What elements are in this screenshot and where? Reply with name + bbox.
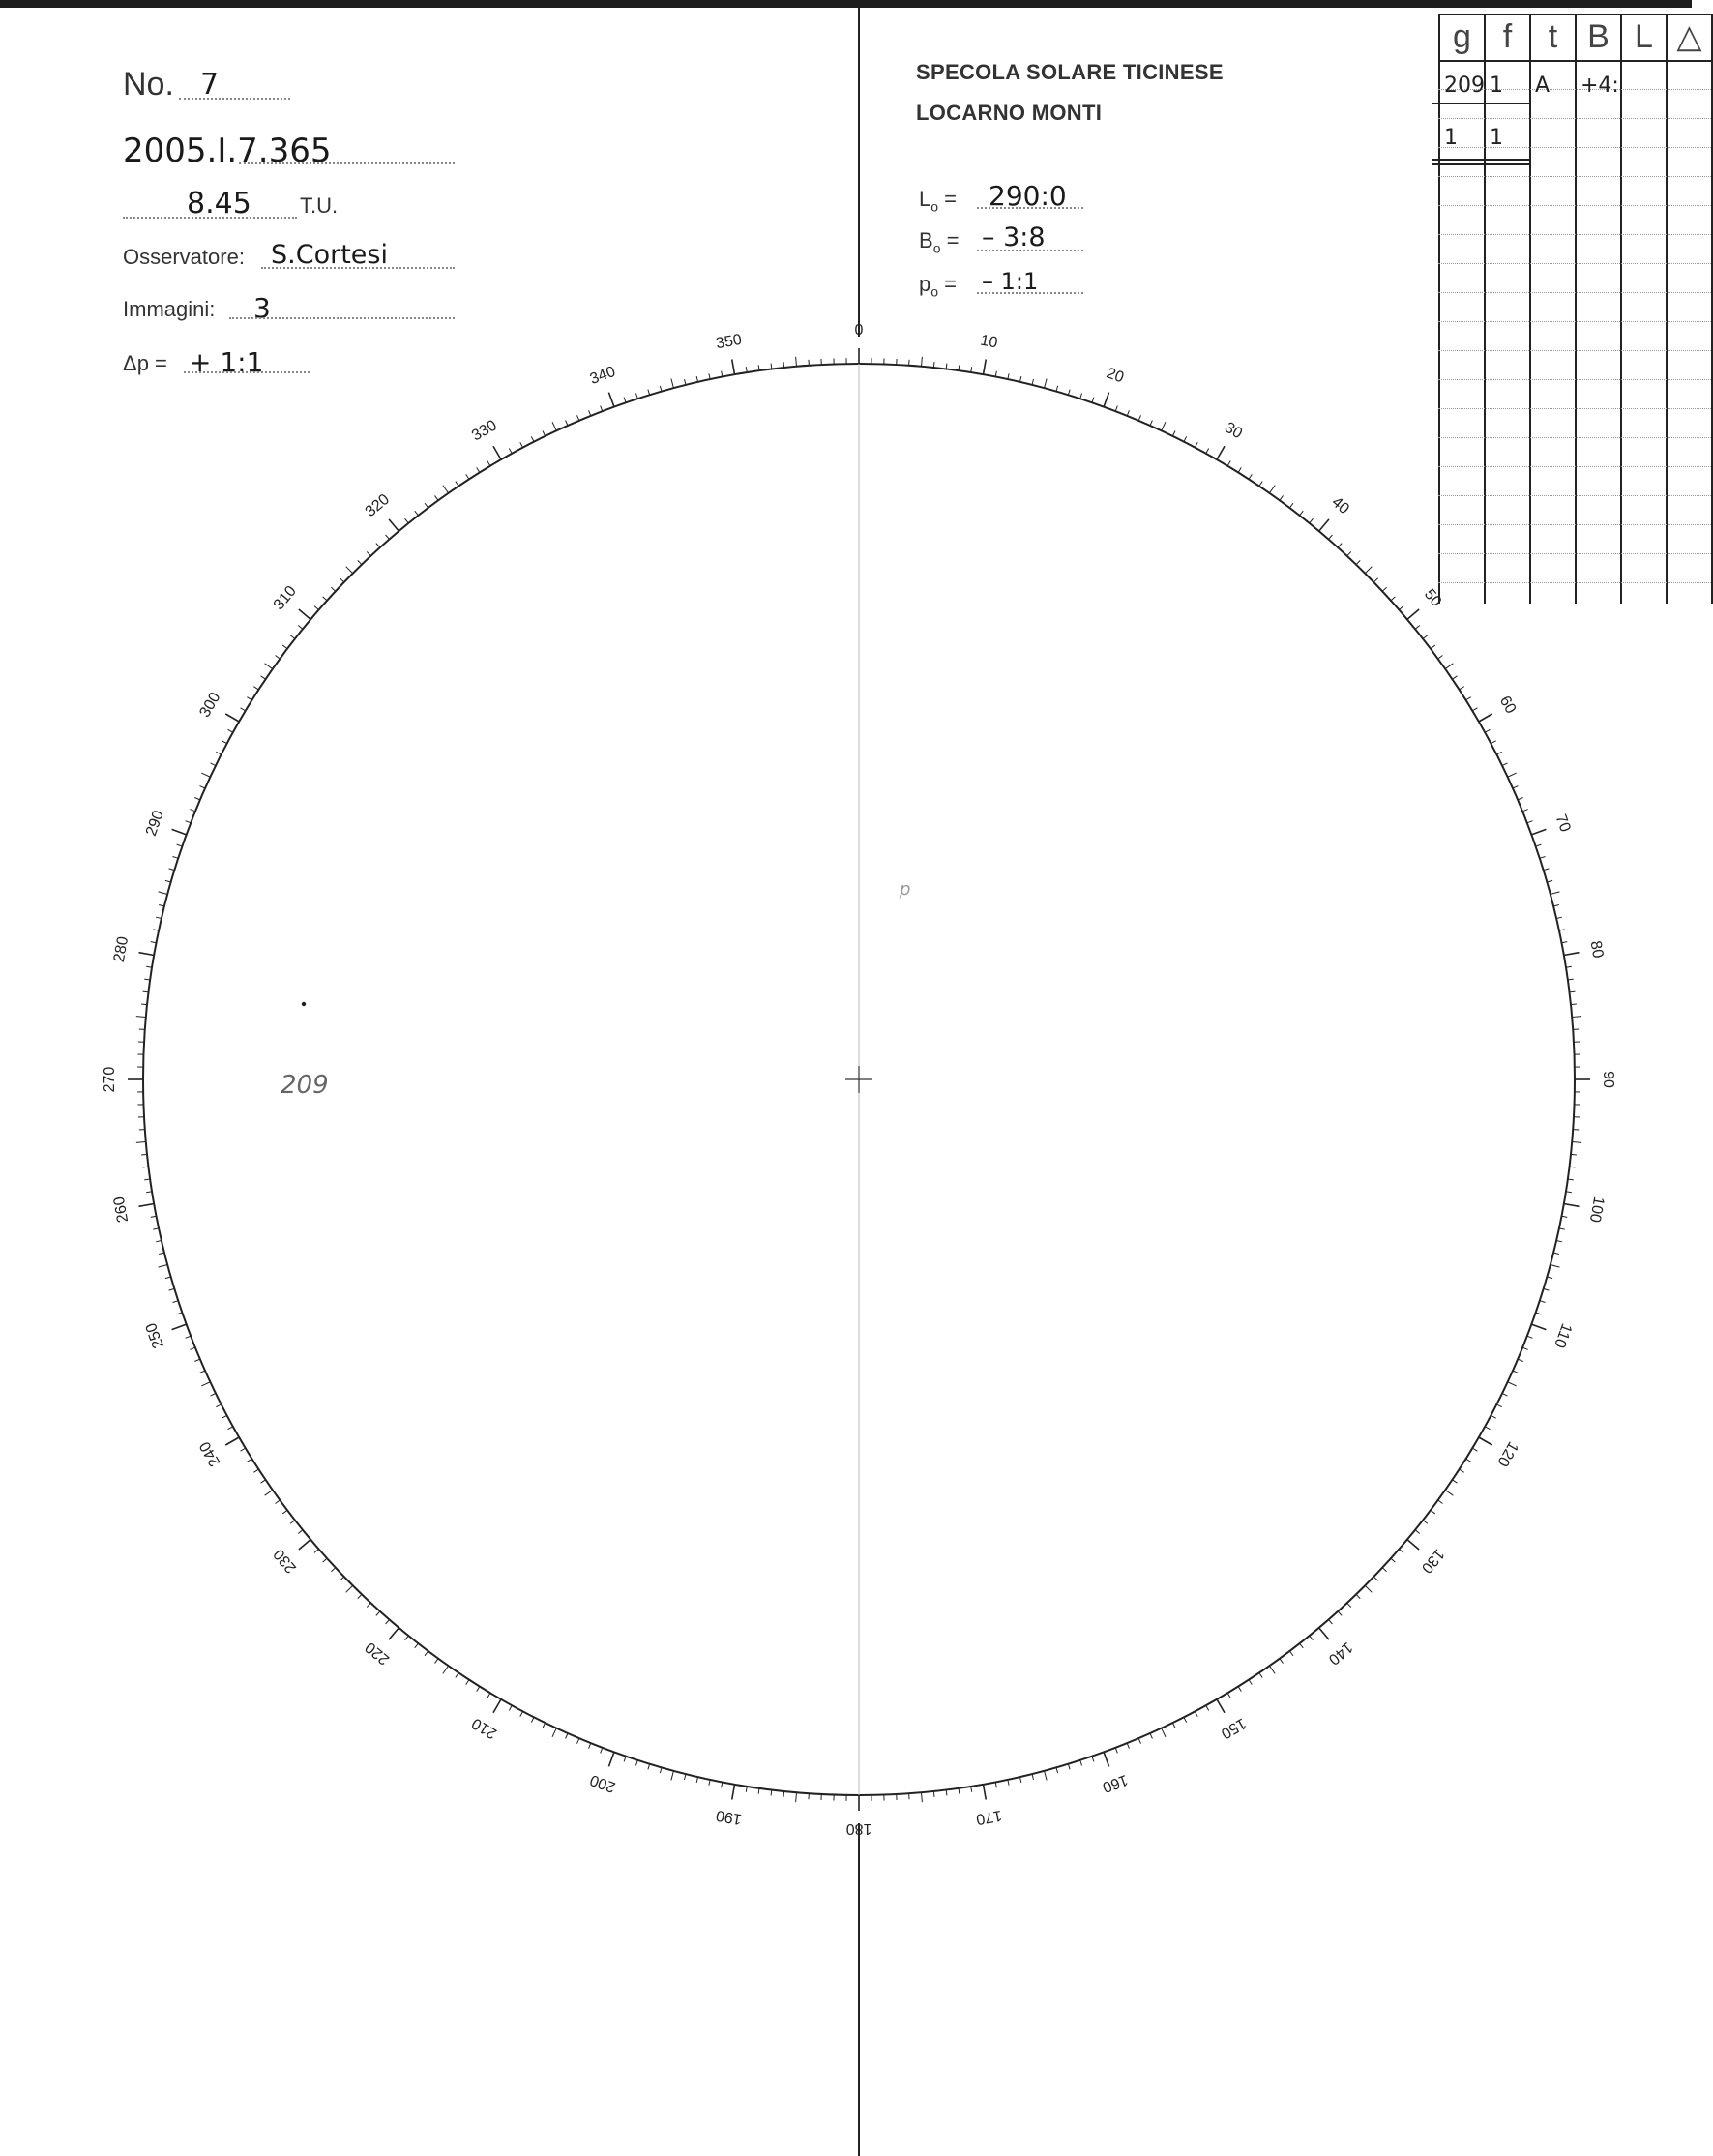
table-row-line [1438, 524, 1711, 525]
disk-angle-label: 290 [142, 808, 168, 839]
disk-tick [172, 829, 187, 834]
p0-subscript: o [930, 283, 939, 300]
disk-tick [922, 1792, 923, 1802]
p0-symbol: p [919, 272, 931, 296]
disk-angle-label: 20 [1104, 365, 1127, 387]
disk-tick [1531, 829, 1546, 834]
disk-tick [671, 1771, 674, 1781]
disk-tick [1162, 422, 1166, 430]
L0-equals: = [944, 187, 958, 211]
disk-angle-label: 170 [974, 1806, 1004, 1828]
sunspot-group-label: 209 [281, 1071, 329, 1100]
disk-angle-label: 90 [1599, 1071, 1616, 1088]
disk-angle-label: 120 [1493, 1438, 1521, 1469]
disk-angle-label: 110 [1551, 1320, 1575, 1350]
disk-tick [922, 357, 923, 367]
disk-tick [1269, 1666, 1275, 1673]
disk-tick [1572, 1142, 1581, 1143]
table-row-line [1438, 437, 1711, 438]
disk-tick [1407, 1540, 1419, 1550]
disk-tick [796, 357, 797, 367]
disk-tick [552, 422, 556, 430]
disk-tick [443, 486, 449, 493]
disk-angle-label: 210 [469, 1714, 500, 1742]
observer-label: Osservatore: [123, 245, 245, 269]
L0-subscript: o [930, 198, 939, 215]
disk-tick [1445, 664, 1453, 669]
disk-tick [1365, 567, 1372, 574]
disk-angle-label: 50 [1420, 586, 1445, 610]
disk-tick [1319, 1628, 1329, 1639]
disk-tick [172, 1324, 187, 1329]
disk-tick [136, 1017, 146, 1018]
L0-value: 290:0 [989, 180, 1067, 212]
disk-tick [265, 1490, 273, 1495]
disk-tick [608, 393, 613, 407]
table-row-line [1438, 466, 1711, 467]
disk-tick [1445, 1490, 1453, 1495]
table-row-line [1438, 234, 1711, 235]
disk-tick [1564, 953, 1580, 956]
disk-tick [1508, 773, 1517, 777]
disk-tick [1269, 486, 1275, 493]
table-row-line [1438, 205, 1711, 206]
B0-subscript: o [932, 240, 941, 256]
disk-tick [493, 1699, 501, 1713]
table-column-header: L [1620, 14, 1666, 604]
disk-angle-label: 70 [1551, 812, 1574, 835]
disk-tick [1551, 892, 1560, 895]
disk-angle-label: 300 [196, 690, 224, 721]
disk-tick [608, 1752, 613, 1766]
disk-tick [1531, 1324, 1546, 1329]
table-row-line [1438, 553, 1711, 554]
disk-tick [1407, 609, 1419, 619]
disk-tick [201, 1382, 210, 1386]
delta-p-value: + 1:1 [189, 346, 264, 378]
disk-angle-label: 40 [1328, 493, 1352, 518]
disk-angle-label: 190 [714, 1806, 744, 1828]
table-row-line [1438, 147, 1711, 148]
totals-double-line [1432, 159, 1529, 165]
disk-tick [346, 567, 353, 574]
disk-tick [389, 1628, 399, 1639]
disk-tick [1319, 519, 1329, 531]
disk-angle-label: 150 [1218, 1714, 1249, 1742]
table-row-line [1438, 321, 1711, 322]
disk-angle-label: 310 [270, 582, 300, 614]
table-column-header: f [1484, 14, 1529, 604]
disk-tick [1045, 1771, 1048, 1781]
time-value: 8.45 [187, 187, 251, 221]
table-cell: 209 [1444, 74, 1485, 98]
disk-angle-label: 270 [102, 1066, 119, 1093]
disk-tick [1479, 714, 1492, 722]
disk-angle-label: 230 [270, 1545, 300, 1577]
L0-symbol: L [919, 187, 931, 211]
table-column-header: g [1438, 14, 1484, 604]
disk-angle-label: 130 [1418, 1545, 1448, 1577]
table-row-line [1438, 379, 1711, 380]
disk-tick [1365, 1585, 1372, 1592]
disk-tick [1572, 1017, 1581, 1018]
table-row-line [1438, 495, 1711, 496]
disk-tick [138, 1204, 154, 1207]
observer-value: S.Cortesi [271, 240, 388, 270]
table-cell: 1 [1444, 126, 1458, 150]
disk-tick [984, 1785, 987, 1800]
disk-tick [1162, 1728, 1166, 1737]
observatory-name: SPECOLA SOLARE TICINESE [916, 60, 1224, 84]
disk-tick [225, 1437, 239, 1445]
disk-tick [732, 1785, 735, 1800]
disk-tick [225, 714, 239, 722]
disk-angle-label: 140 [1324, 1639, 1356, 1669]
no-value: 7 [200, 68, 220, 102]
B0-symbol: B [919, 228, 933, 252]
disk-angle-label: 80 [1586, 939, 1607, 960]
table-row-line [1438, 176, 1711, 177]
table-row-line [1438, 118, 1711, 119]
disk-tick [552, 1728, 556, 1737]
disk-tick [443, 1666, 449, 1673]
disk-tick [201, 773, 210, 777]
disk-tick [796, 1792, 797, 1802]
table-cell: 1 [1490, 126, 1503, 150]
disk-angle-label: 280 [110, 934, 133, 964]
disk-angle-label: 220 [362, 1639, 394, 1669]
row-separator [1432, 103, 1529, 104]
observatory-location: LOCARNO MONTI [916, 101, 1103, 125]
table-cell: 1 [1490, 74, 1503, 98]
pencil-mark: p [900, 879, 911, 900]
disk-angle-label: 30 [1222, 419, 1246, 443]
disk-angle-label: 350 [714, 331, 744, 353]
table-header-border [1438, 60, 1711, 62]
disk-tick [1479, 1437, 1492, 1445]
date-value: 2005.I.7.365 [123, 132, 332, 170]
disk-angle-label: 250 [142, 1320, 168, 1351]
table-row-line [1438, 408, 1711, 409]
disk-tick [984, 359, 987, 374]
B0-value: – 3:8 [982, 222, 1046, 252]
disk-angle-label: 340 [587, 363, 618, 389]
disk-tick [346, 1585, 353, 1592]
disk-angle-label: 100 [1585, 1195, 1608, 1225]
disk-tick [493, 446, 501, 459]
table-cell: +4: [1580, 74, 1619, 98]
disk-angle-label: 180 [845, 1819, 872, 1837]
disk-tick [299, 1540, 310, 1550]
table-row-line [1438, 582, 1711, 583]
disk-angle-label: 160 [1100, 1770, 1131, 1796]
sunspot-dot [302, 1002, 306, 1006]
table-row-line [1438, 350, 1711, 351]
disk-angle-label: 320 [362, 490, 394, 520]
disk-angle-label: 240 [196, 1438, 224, 1469]
images-value: 3 [253, 292, 271, 324]
disk-tick [1045, 379, 1048, 389]
disk-tick [1508, 1382, 1517, 1386]
disk-tick [136, 1142, 146, 1143]
table-top-border [1438, 14, 1711, 15]
no-label: No. [123, 66, 174, 103]
table-column-header: t [1529, 14, 1575, 604]
disk-tick [389, 519, 399, 531]
disk-tick [159, 892, 168, 895]
disk-angle-label: 60 [1495, 693, 1520, 717]
table-column-header: △ [1666, 14, 1711, 604]
disk-tick [1217, 1699, 1225, 1713]
disk-tick [732, 359, 735, 374]
disk-tick [265, 664, 273, 669]
disk-tick [671, 379, 674, 389]
disk-angle-label: 330 [469, 417, 500, 445]
disk-tick [299, 609, 310, 619]
disk-angle-label: 0 [854, 322, 864, 340]
disk-angle-label: 260 [110, 1195, 133, 1225]
disk-tick [1564, 1204, 1580, 1207]
delta-p-label: Δp = [123, 351, 167, 375]
p0-equals: = [944, 272, 958, 296]
time-unit: T.U. [300, 193, 339, 218]
disk-tick [1104, 1752, 1108, 1766]
disk-tick [1104, 393, 1108, 407]
table-row-line [1438, 263, 1711, 264]
disk-tick [138, 953, 154, 956]
disk-tick [159, 1265, 168, 1268]
disk-angle-label: 10 [979, 332, 999, 352]
disk-angle-label: 200 [587, 1770, 618, 1796]
disk-tick [1217, 446, 1225, 459]
table-row-line [1438, 292, 1711, 293]
table-cell: A [1535, 74, 1551, 98]
B0-equals: = [946, 228, 960, 252]
images-label: Immagini: [123, 297, 216, 321]
disk-tick [1551, 1265, 1560, 1268]
p0-value: – 1:1 [982, 268, 1039, 295]
table-column-header: B [1575, 14, 1620, 604]
